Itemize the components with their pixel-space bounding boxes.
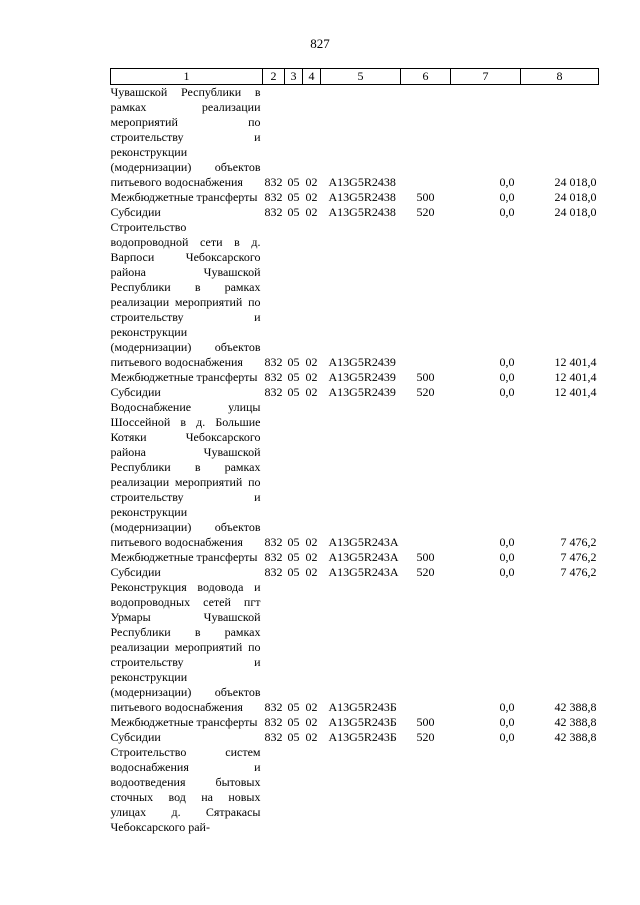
column-header: 2 <box>263 69 285 85</box>
table-row <box>111 580 599 715</box>
row-value-col7: 0,0 <box>499 175 515 189</box>
row-ministry-code: 832 <box>264 550 283 564</box>
table-row <box>111 385 599 400</box>
row-expense-type: 500 <box>416 715 435 729</box>
row-subsection-code: 02 <box>305 175 318 189</box>
row-expense-type <box>401 580 451 715</box>
row-section-code: 05 <box>287 550 300 564</box>
column-header: 7 <box>451 69 521 85</box>
row-description: Чувашской Республики в рамках реализации мероприятий по строительству и реконструкции (модернизации) объектов питьевого водоснабжения <box>110 85 261 189</box>
row-description: Межбюджетные трансферты <box>110 190 258 204</box>
row-description: Строительство водопроводной сети в д. Варпоси Чебоксарского района Чувашской Республики в рамках реализации мероприятий по строительству и реконструкции (модернизации) объектов питьевого водоснабжения <box>110 220 261 369</box>
row-subsection-code: 02 <box>305 355 318 369</box>
row-value-col8: 12 401,4 <box>554 355 597 369</box>
row-subsection-code: 02 <box>305 385 318 399</box>
row-ministry-code <box>263 745 285 835</box>
row-target-article: А13G5R243Б <box>328 730 397 744</box>
table-row <box>111 370 599 385</box>
row-subsection-code <box>303 745 321 835</box>
table-row <box>111 190 599 205</box>
row-subsection-code: 02 <box>305 730 318 744</box>
row-ministry-code: 832 <box>264 175 283 189</box>
column-header: 3 <box>285 69 303 85</box>
row-description: Водоснабжение улицы Шоссейной в д. Большие Котяки Чебоксарского района Чувашской Республики в рамках реализации мероприятий по строительству и реконструкции (модернизации) объектов питьевого водоснабжения <box>110 400 261 549</box>
table-row <box>111 730 599 745</box>
row-subsection-code: 02 <box>305 715 318 729</box>
row-target-article: А13G5R2438 <box>328 205 396 219</box>
row-description: Межбюджетные трансферты <box>110 370 258 384</box>
row-ministry-code: 832 <box>264 355 283 369</box>
row-value-col7: 0,0 <box>499 715 515 729</box>
row-description: Строительство систем водоснабжения и водоотведения бытовых сточных вод на новых улицах д. Сятракасы Чебоксарского рай- <box>110 745 261 834</box>
table-body <box>111 85 599 836</box>
budget-table <box>110 68 599 835</box>
row-ministry-code: 832 <box>264 535 283 549</box>
row-section-code: 05 <box>287 370 300 384</box>
column-header: 8 <box>521 69 599 85</box>
column-header: 4 <box>303 69 321 85</box>
row-subsection-code: 02 <box>305 190 318 204</box>
row-ministry-code: 832 <box>264 700 283 714</box>
row-value-col8: 42 388,8 <box>554 715 597 729</box>
row-expense-type: 520 <box>416 730 435 744</box>
row-subsection-code: 02 <box>305 205 318 219</box>
row-target-article: А13G5R2438 <box>328 175 396 189</box>
row-value-col7: 0,0 <box>499 700 515 714</box>
row-value-col7: 0,0 <box>499 355 515 369</box>
row-subsection-code: 02 <box>305 565 318 579</box>
row-target-article <box>321 745 401 835</box>
row-description: Субсидии <box>110 385 161 399</box>
row-target-article: А13G5R243A <box>328 550 399 564</box>
row-target-article: А13G5R2438 <box>328 190 396 204</box>
page-number: 827 <box>310 36 330 51</box>
row-ministry-code: 832 <box>264 370 283 384</box>
row-value-col8 <box>521 745 599 835</box>
row-section-code <box>285 745 303 835</box>
row-value-col7: 0,0 <box>499 385 515 399</box>
row-section-code: 05 <box>287 205 300 219</box>
column-header: 1 <box>111 69 263 85</box>
row-value-col8: 7 476,2 <box>560 565 597 579</box>
row-target-article: А13G5R243Б <box>328 715 397 729</box>
row-value-col8: 12 401,4 <box>554 370 597 384</box>
row-section-code: 05 <box>287 355 300 369</box>
row-target-article: А13G5R2439 <box>328 385 396 399</box>
table-row <box>111 550 599 565</box>
row-description: Реконструкция водовода и водопроводных сетей пгт Урмары Чувашской Республики в рамках реализации мероприятий по строительству и реконструкции (модернизации) объектов питьевого водоснабжения <box>110 580 261 714</box>
row-section-code: 05 <box>287 700 300 714</box>
row-value-col8: 7 476,2 <box>560 535 597 549</box>
row-description: Субсидии <box>110 565 161 579</box>
row-expense-type: 520 <box>416 385 435 399</box>
row-description: Межбюджетные трансферты <box>110 550 258 564</box>
row-description: Межбюджетные трансферты <box>110 715 258 729</box>
row-expense-type <box>401 745 451 835</box>
row-value-col8: 24 018,0 <box>554 205 597 219</box>
row-subsection-code: 02 <box>305 550 318 564</box>
table-row <box>111 85 599 191</box>
row-value-col8: 24 018,0 <box>554 190 597 204</box>
row-ministry-code: 832 <box>264 385 283 399</box>
row-value-col8: 24 018,0 <box>554 175 597 189</box>
table-row <box>111 715 599 730</box>
row-section-code: 05 <box>287 175 300 189</box>
row-value-col8: 42 388,8 <box>554 700 597 714</box>
row-ministry-code: 832 <box>264 190 283 204</box>
row-expense-type: 500 <box>416 190 435 204</box>
row-section-code: 05 <box>287 730 300 744</box>
row-expense-type: 520 <box>416 205 435 219</box>
row-description: Субсидии <box>110 205 161 219</box>
row-expense-type <box>401 400 451 550</box>
table-row <box>111 745 599 835</box>
row-subsection-code: 02 <box>305 535 318 549</box>
row-section-code: 05 <box>287 715 300 729</box>
table-row <box>111 400 599 550</box>
row-subsection-code: 02 <box>305 370 318 384</box>
row-value-col7: 0,0 <box>499 535 515 549</box>
row-description: Субсидии <box>110 730 161 744</box>
row-section-code: 05 <box>287 565 300 579</box>
row-ministry-code: 832 <box>264 715 283 729</box>
row-target-article: А13G5R243Б <box>328 700 397 714</box>
row-value-col7 <box>451 745 521 835</box>
column-header: 6 <box>401 69 451 85</box>
row-target-article: А13G5R243A <box>328 565 399 579</box>
table-row <box>111 205 599 220</box>
row-ministry-code: 832 <box>264 565 283 579</box>
row-value-col7: 0,0 <box>499 550 515 564</box>
table-row <box>111 565 599 580</box>
row-expense-type: 520 <box>416 565 435 579</box>
table-row <box>111 220 599 370</box>
row-value-col7: 0,0 <box>499 370 515 384</box>
row-value-col7: 0,0 <box>499 565 515 579</box>
row-ministry-code: 832 <box>264 730 283 744</box>
row-expense-type <box>401 220 451 370</box>
row-section-code: 05 <box>287 190 300 204</box>
column-header: 5 <box>321 69 401 85</box>
row-section-code: 05 <box>287 535 300 549</box>
row-value-col8: 42 388,8 <box>554 730 597 744</box>
row-target-article: А13G5R2439 <box>328 370 396 384</box>
row-value-col7: 0,0 <box>499 730 515 744</box>
row-target-article: А13G5R243A <box>328 535 399 549</box>
row-expense-type: 500 <box>416 550 435 564</box>
table-header-row <box>111 69 599 85</box>
row-ministry-code: 832 <box>264 205 283 219</box>
row-subsection-code: 02 <box>305 700 318 714</box>
row-expense-type <box>401 85 451 191</box>
row-value-col8: 7 476,2 <box>560 550 597 564</box>
row-value-col7: 0,0 <box>499 190 515 204</box>
row-section-code: 05 <box>287 385 300 399</box>
row-value-col8: 12 401,4 <box>554 385 597 399</box>
row-expense-type: 500 <box>416 370 435 384</box>
row-value-col7: 0,0 <box>499 205 515 219</box>
row-target-article: А13G5R2439 <box>328 355 396 369</box>
